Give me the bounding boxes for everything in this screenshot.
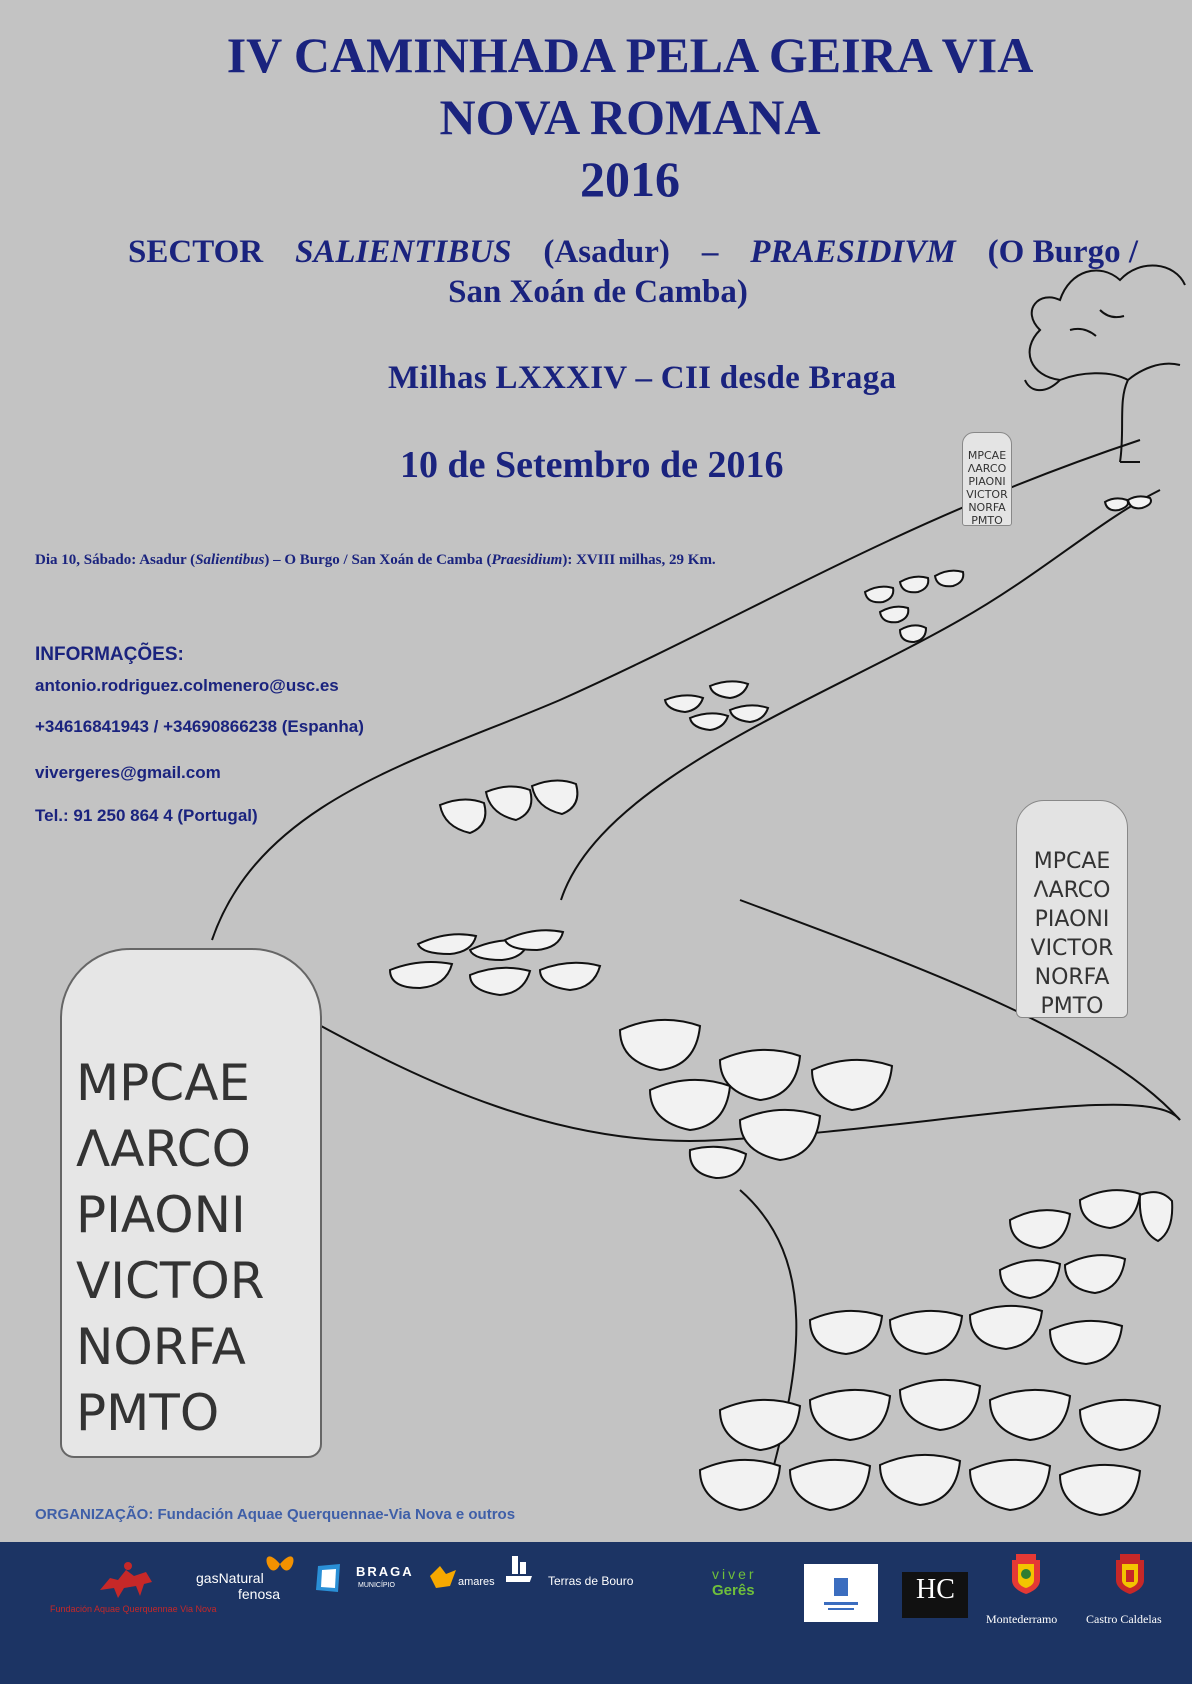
milestone-small-line: ΛARCO	[967, 462, 1007, 475]
castro-caldelas-shield-icon	[1114, 1552, 1146, 1596]
info-heading: INFORMAÇÕES:	[35, 644, 184, 665]
butterfly-icon	[262, 1548, 298, 1578]
logo-aquae-text: Fundación Aquae Querquennae Via Nova	[50, 1604, 217, 1614]
terras-de-bouro-icon	[506, 1554, 546, 1586]
day-part: Dia 10, Sábado: Asadur (	[35, 552, 196, 568]
milestone-small-line: MPCAE	[967, 449, 1007, 462]
miles-range: Milhas LXXXIV – CII desde Braga	[388, 360, 897, 396]
braga-emblem-icon	[314, 1562, 344, 1594]
xunta-emblem-icon	[804, 1564, 878, 1622]
milestone-large-line: MPCAE	[76, 1054, 250, 1112]
sector-praesidivm: PRAESIDIVM	[750, 234, 956, 270]
horse-rider-icon	[96, 1560, 158, 1600]
logo-braga-sub: MUNICÍPIO	[358, 1582, 395, 1589]
cehc-logo	[902, 1572, 968, 1618]
logo-amares: amares	[458, 1576, 495, 1588]
day-part: ) – O Burgo / San Xoán de Camba (	[264, 552, 492, 568]
day-schedule	[35, 552, 716, 569]
day-place-latin: Salientibus	[195, 552, 265, 568]
logo-terras-de-bouro: Terras de Bouro	[548, 1574, 634, 1588]
milestone-medium-line: ΛARCO	[1033, 878, 1111, 903]
sector-asadur: (Asadur)	[543, 234, 670, 270]
milestone-small-line: PIAONI	[968, 475, 1006, 488]
milestone-small-line: NORFA	[968, 501, 1006, 514]
milestone-medium-line: PIAONI	[1034, 907, 1110, 932]
sector-word: SECTOR	[128, 234, 264, 270]
title-line-3: 2016	[580, 151, 680, 207]
logo-fenosa: fenosa	[238, 1586, 281, 1602]
day-place-latin: Praesidium	[491, 552, 563, 568]
milestone-medium-line: VICTOR	[1030, 936, 1114, 961]
event-date: 10 de Setembro de 2016	[400, 444, 784, 486]
sector-dash: –	[701, 234, 719, 270]
logo-geres: Gerês	[712, 1582, 755, 1599]
contact-phone-portugal: Tel.: 91 250 864 4 (Portugal)	[35, 806, 258, 825]
milestone-medium-line: MPCAE	[1033, 849, 1111, 874]
logo-montederramo: Montederramo	[986, 1612, 1058, 1626]
sector-heading	[128, 232, 1138, 312]
day-part: ): XVIII milhas, 29 Km.	[562, 552, 716, 568]
logo-castro-caldelas: Castro Caldelas	[1086, 1612, 1162, 1626]
montederramo-shield-icon	[1010, 1552, 1042, 1596]
amares-emblem-icon	[428, 1564, 458, 1590]
milestone-large-line: VICTOR	[76, 1252, 265, 1310]
logo-viver: viver	[712, 1566, 757, 1582]
milestone-medium-line: NORFA	[1034, 965, 1110, 990]
milestone-small-line: VICTOR	[966, 488, 1008, 501]
organization-line: ORGANIZAÇÃO: Fundación Aquae Querquennae-Via Nova e outros	[35, 1506, 516, 1523]
sector-salientibus: SALIENTIBUS	[295, 234, 512, 270]
contact-email-1[interactable]: antonio.rodriguez.colmenero@usc.es	[35, 676, 339, 695]
logo-gasnatural: gasNatural	[196, 1570, 264, 1586]
title-line-2: NOVA ROMANA	[439, 89, 821, 145]
contact-phone-spain: +34616841943 / +34690866238 (Espanha)	[35, 717, 364, 736]
milestone-large-line: PIAONI	[76, 1186, 246, 1244]
poster-title	[0, 24, 1192, 210]
sector-line-2: San Xoán de Camba)	[448, 274, 748, 310]
milestone-small-line: PMTO	[971, 514, 1003, 527]
milestone-medium	[1016, 800, 1128, 1018]
milestone-small	[962, 432, 1012, 526]
milestone-large	[60, 948, 322, 1458]
milestone-medium-line: PMTO	[1040, 994, 1104, 1019]
contact-email-2[interactable]: vivergeres@gmail.com	[35, 763, 221, 782]
milestone-large-line: NORFA	[76, 1318, 246, 1376]
milestone-large-line: ΛARCO	[76, 1120, 251, 1178]
sponsor-footer	[0, 1542, 1192, 1684]
logo-ehc: HC	[916, 1574, 955, 1605]
logo-braga: BRAGA	[356, 1564, 414, 1579]
sector-o-burgo: (O Burgo /	[987, 234, 1138, 270]
xunta-logo	[804, 1564, 878, 1622]
title-line-1: IV CAMINHADA PELA GEIRA VIA	[226, 27, 1034, 83]
milestone-large-line: PMTO	[76, 1384, 220, 1442]
